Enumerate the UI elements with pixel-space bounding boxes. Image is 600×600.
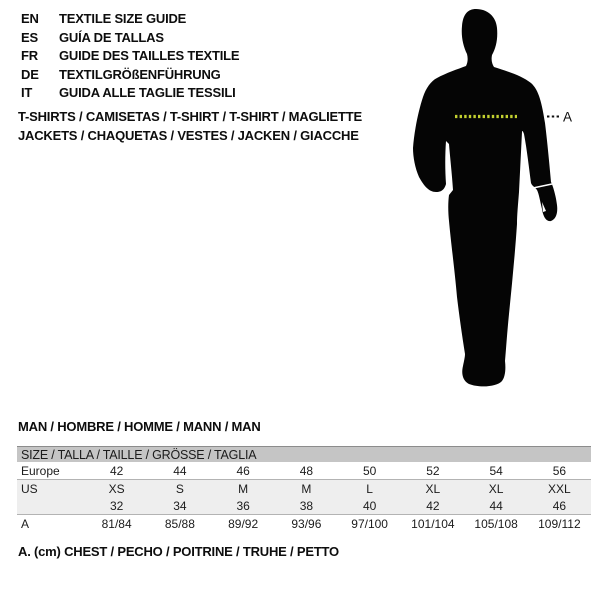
size-table [17, 446, 591, 532]
size-cell: M [212, 480, 275, 498]
size-cell: 44 [465, 497, 528, 515]
language-row-fr [21, 47, 239, 66]
size-cell: 42 [401, 497, 464, 515]
size-cell: 101/104 [411, 516, 455, 531]
size-cell: 105/108 [474, 516, 518, 531]
language-label: GUIDE DES TAILLES TEXTILE [59, 48, 240, 64]
size-cell: M [275, 480, 338, 498]
size-cell: 97/100 [351, 516, 388, 531]
section-title-man: MAN / HOMBRE / HOMME / MANN / MAN [18, 419, 261, 434]
language-row-es [21, 29, 239, 48]
size-cell: 54 [465, 462, 528, 480]
table-row-europe [17, 462, 591, 480]
garment-categories [18, 108, 362, 145]
size-cell: S [148, 480, 211, 498]
size-cell: 36 [212, 497, 275, 515]
language-guide-list [21, 10, 239, 103]
size-cell: 42 [85, 462, 148, 480]
language-code: IT [21, 85, 33, 101]
category-jackets: JACKETS / CHAQUETAS / VESTES / JACKEN / GIACCHE [18, 127, 359, 143]
size-cell: 46 [212, 462, 275, 480]
table-row-numeric [17, 497, 591, 515]
size-cell: 44 [148, 462, 211, 480]
size-cell: 38 [275, 497, 338, 515]
measurement-footnote: A. (cm) CHEST / PECHO / POITRINE / TRUHE / PETTO [18, 544, 339, 559]
size-cell: 93/96 [291, 516, 322, 531]
table-row-chest-a [17, 515, 591, 533]
size-cell: XL [465, 480, 528, 498]
size-cell: 32 [85, 497, 148, 515]
language-code: DE [21, 66, 39, 82]
size-cell: 89/92 [228, 516, 259, 531]
row-label: US [17, 480, 85, 498]
language-row-de [21, 66, 239, 85]
language-code: EN [21, 11, 39, 26]
language-label: TEXTILE SIZE GUIDE [59, 11, 187, 26]
measure-label-a: A [563, 109, 573, 125]
size-cell: L [338, 480, 401, 498]
language-code: FR [21, 48, 38, 64]
language-row-it [21, 84, 239, 103]
size-cell: 34 [148, 497, 211, 515]
category-tshirts: T-SHIRTS / CAMISETAS / T-SHIRT / T-SHIRT / MAGLIETTE [18, 109, 362, 124]
size-table-header-row [17, 447, 591, 463]
language-row-en [21, 10, 239, 29]
size-cell: 81/84 [101, 516, 132, 531]
row-label: Europe [17, 462, 85, 480]
language-code: ES [21, 29, 38, 45]
size-table-header: SIZE / TALLA / TAILLE / GRÖSSE / TAGLIA [17, 447, 591, 463]
language-label: TEXTILGRÖßENFÜHRUNG [59, 66, 221, 82]
table-row-us [17, 480, 591, 498]
size-cell: 46 [528, 497, 591, 515]
size-cell: 50 [338, 462, 401, 480]
size-cell: 48 [275, 462, 338, 480]
size-cell: 109/112 [538, 516, 581, 531]
row-label [17, 497, 85, 515]
size-cell: 52 [401, 462, 464, 480]
size-cell: 85/88 [164, 516, 195, 531]
size-cell: 40 [338, 497, 401, 515]
language-label: GUÍA DE TALLAS [59, 29, 164, 45]
size-cell: XXL [528, 480, 591, 498]
man-silhouette [413, 9, 557, 386]
size-cell: 56 [528, 462, 591, 480]
language-label: GUIDA ALLE TAGLIE TESSILI [59, 85, 236, 101]
size-cell: XL [401, 480, 464, 498]
man-figure [392, 5, 582, 397]
size-cell: XS [85, 480, 148, 498]
row-label: A [21, 516, 30, 531]
